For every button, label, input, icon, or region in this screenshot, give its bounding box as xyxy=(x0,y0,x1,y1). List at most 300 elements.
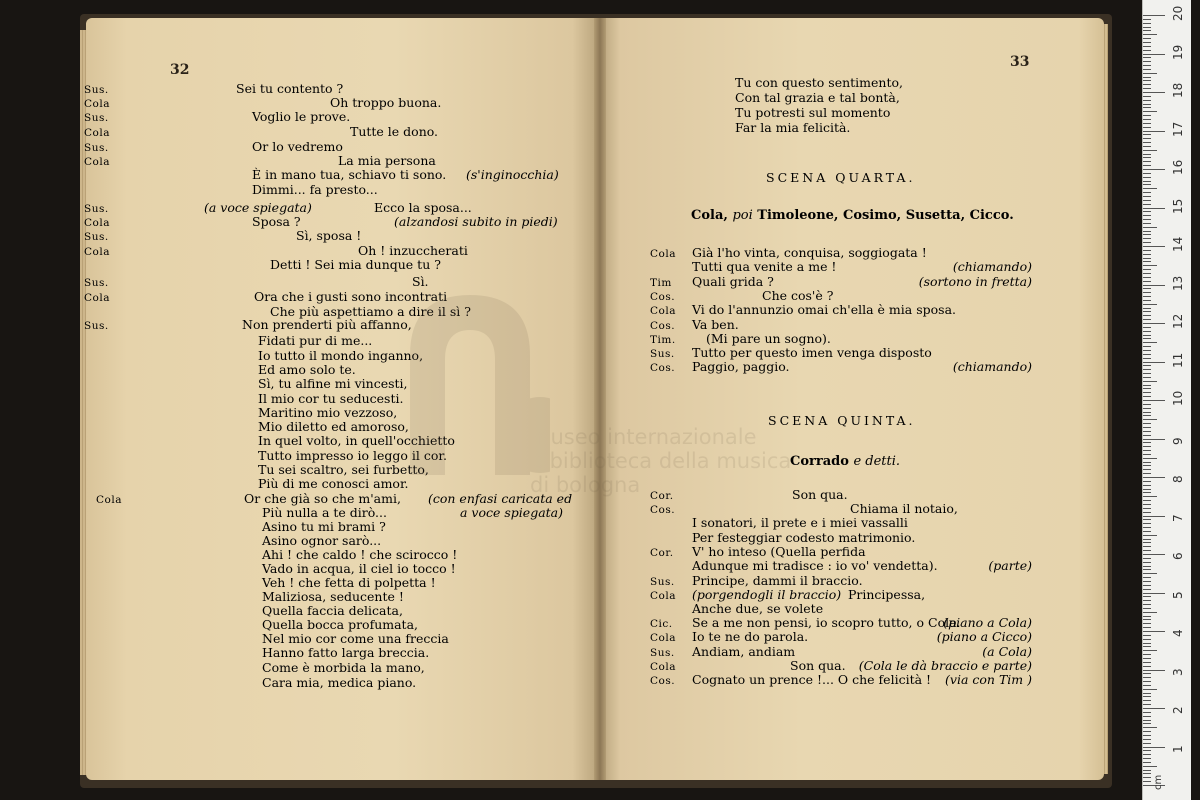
speaker-label: Cos. xyxy=(650,504,676,516)
ruler-tick xyxy=(1143,673,1151,674)
ruler-tick xyxy=(1143,181,1151,182)
ruler-tick xyxy=(1143,277,1151,278)
ruler-tick xyxy=(1143,458,1157,459)
speaker-label: Cola xyxy=(650,632,676,644)
ruler-tick xyxy=(1143,200,1151,201)
cast-connector: poi xyxy=(732,208,753,223)
ruler-tick xyxy=(1143,415,1151,416)
dialogue-line: Non prenderti più affanno, xyxy=(242,317,412,332)
speaker-label: Sus. xyxy=(84,112,109,124)
ruler-tick xyxy=(1143,423,1151,424)
ruler-tick xyxy=(1143,531,1151,532)
speaker-label: Cola xyxy=(84,127,110,139)
speaker-label: Sus. xyxy=(84,142,109,154)
dialogue-line: Sì, tu alfine mi vincesti, xyxy=(258,376,408,391)
measurement-ruler xyxy=(1142,0,1191,800)
dialogue-line: La mia persona xyxy=(338,153,436,168)
ruler-tick xyxy=(1143,527,1151,528)
ruler-tick xyxy=(1143,84,1151,85)
ruler-tick xyxy=(1143,454,1151,455)
dialogue-line: I sonatori, il prete e i miei vassalli xyxy=(692,515,908,530)
speaker-label: Cola xyxy=(96,494,122,506)
speaker-label: Cos. xyxy=(650,675,676,687)
ruler-tick xyxy=(1143,161,1151,162)
ruler-tick xyxy=(1143,593,1165,594)
verse-line: Far la mia felicità. xyxy=(735,120,851,135)
ruler-tick xyxy=(1143,577,1151,578)
ruler-tick xyxy=(1143,523,1151,524)
ruler-number: 6 xyxy=(1171,552,1185,560)
ruler-tick xyxy=(1143,138,1151,139)
dialogue-line: Tutto impresso io leggo il cor. xyxy=(258,448,447,463)
ruler-tick xyxy=(1143,373,1151,374)
ruler-number: 2 xyxy=(1171,706,1185,714)
speaker-label: Sus. xyxy=(84,203,109,215)
ruler-number: 8 xyxy=(1171,475,1185,483)
ruler-tick xyxy=(1143,362,1165,363)
ruler-tick xyxy=(1143,227,1157,228)
ruler-tick xyxy=(1143,23,1151,24)
dialogue-line: Sì, sposa ! xyxy=(296,228,362,243)
scene-heading: SCENA QUARTA. xyxy=(766,170,916,185)
ruler-tick xyxy=(1143,654,1151,655)
ruler-tick xyxy=(1143,192,1151,193)
ruler-tick xyxy=(1143,747,1165,748)
ruler-tick xyxy=(1143,735,1151,736)
dialogue-line: Asino tu mi brami ? xyxy=(262,519,386,534)
dialogue-line: Quali grida ? xyxy=(692,274,774,289)
ruler-tick xyxy=(1143,581,1151,582)
ruler-tick xyxy=(1143,585,1151,586)
ruler-tick xyxy=(1143,608,1151,609)
dialogue-line: Or che già so che m'ami, xyxy=(244,491,401,506)
ruler-tick xyxy=(1143,473,1151,474)
speaker-label: Sus. xyxy=(84,84,109,96)
ruler-tick xyxy=(1143,600,1151,601)
ruler-tick xyxy=(1143,723,1151,724)
ruler-tick xyxy=(1143,258,1151,259)
ruler-tick xyxy=(1143,704,1151,705)
stage-direction: (piano a Cola) xyxy=(943,615,1032,630)
ruler-number: 12 xyxy=(1171,313,1185,329)
ruler-tick xyxy=(1143,358,1151,359)
ruler-tick xyxy=(1143,685,1151,686)
ruler-tick xyxy=(1143,766,1157,767)
book-gutter xyxy=(594,18,606,780)
ruler-tick xyxy=(1143,323,1165,324)
dialogue-line: Vado in acqua, il ciel io tocco ! xyxy=(262,561,456,576)
dialogue-line: Son qua. xyxy=(790,658,846,673)
ruler-tick xyxy=(1143,396,1151,397)
ruler-tick xyxy=(1143,34,1157,35)
dialogue-line: Maritino mio vezzoso, xyxy=(258,405,398,420)
speaker-label: Cola xyxy=(84,246,110,258)
dialogue-line: Nel mio cor come una freccia xyxy=(262,631,449,646)
speaker-label: Sus. xyxy=(650,348,675,360)
speaker-label: Sus. xyxy=(650,576,675,588)
ruler-tick xyxy=(1143,546,1151,547)
ruler-tick xyxy=(1143,319,1151,320)
ruler-tick xyxy=(1143,150,1157,151)
dialogue-line: Ed amo solo te. xyxy=(258,362,356,377)
dialogue-line: Tutti qua venite a me ! xyxy=(692,259,837,274)
cast-name: Corrado xyxy=(790,454,849,469)
ruler-tick xyxy=(1143,173,1151,174)
speaker-label: Tim. xyxy=(650,334,676,346)
ruler-tick xyxy=(1143,612,1157,613)
dialogue-line: Io tutto il mondo inganno, xyxy=(258,348,424,363)
ruler-tick xyxy=(1143,639,1151,640)
speaker-label: Cos. xyxy=(650,320,676,332)
ruler-number: 4 xyxy=(1171,629,1185,637)
stage-direction: (a Cola) xyxy=(982,644,1032,659)
dialogue-line: Mio diletto ed amoroso, xyxy=(258,419,409,434)
speaker-label: Cic. xyxy=(650,618,673,630)
ruler-number: 18 xyxy=(1171,82,1185,98)
ruler-tick xyxy=(1143,61,1151,62)
ruler-tick xyxy=(1143,65,1151,66)
ruler-tick xyxy=(1143,477,1165,478)
ruler-tick xyxy=(1143,631,1165,632)
speaker-label: Tim xyxy=(650,277,672,289)
ruler-tick xyxy=(1143,500,1151,501)
ruler-tick xyxy=(1143,288,1151,289)
speaker-label: Cola xyxy=(650,590,676,602)
ruler-tick xyxy=(1143,223,1151,224)
dialogue-line: Se a me non pensi, io scopro tutto, o Cola. xyxy=(692,615,961,630)
dialogue-line: Dimmi... fa presto... xyxy=(252,182,378,197)
ruler-tick xyxy=(1143,184,1151,185)
ruler-tick xyxy=(1143,496,1157,497)
ruler-tick xyxy=(1143,481,1151,482)
ruler-tick xyxy=(1143,15,1165,16)
ruler-tick xyxy=(1143,781,1151,782)
speaker-label: Cola xyxy=(650,661,676,673)
ruler-tick xyxy=(1143,469,1151,470)
ruler-tick xyxy=(1143,754,1151,755)
cast-names: Timoleone, Cosimo, Susetta, Cicco. xyxy=(757,208,1014,223)
ruler-tick xyxy=(1143,589,1151,590)
ruler-tick xyxy=(1143,369,1151,370)
verse-line: Con tal grazia e tal bontà, xyxy=(735,90,900,105)
ruler-tick xyxy=(1143,88,1151,89)
ruler-tick xyxy=(1143,539,1151,540)
ruler-tick xyxy=(1143,512,1151,513)
speaker-label: Cos. xyxy=(650,362,676,374)
ruler-number: 14 xyxy=(1171,236,1185,252)
ruler-tick xyxy=(1143,623,1151,624)
ruler-tick xyxy=(1143,562,1151,563)
dialogue-line: Chiama il notaio, xyxy=(850,501,958,516)
dialogue-line: Son qua. xyxy=(792,487,848,502)
ruler-tick xyxy=(1143,435,1151,436)
ruler-tick xyxy=(1143,269,1151,270)
ruler-tick xyxy=(1143,215,1151,216)
speaker-label: Cor. xyxy=(650,490,674,502)
stage-direction: (porgendogli il braccio) xyxy=(692,587,842,602)
dialogue-line: Or lo vedremo xyxy=(252,139,343,154)
ruler-tick xyxy=(1143,354,1151,355)
ruler-tick xyxy=(1143,42,1151,43)
ruler-tick xyxy=(1143,304,1157,305)
ruler-tick xyxy=(1143,554,1165,555)
ruler-tick xyxy=(1143,750,1151,751)
stage-direction: (con enfasi caricata ed xyxy=(428,491,573,506)
dialogue-line: Veh ! che fetta di polpetta ! xyxy=(262,575,436,590)
ruler-tick xyxy=(1143,281,1151,282)
stage-direction: (s'inginocchia) xyxy=(466,167,559,182)
dialogue-line: Maliziosa, seducente ! xyxy=(262,589,404,604)
ruler-tick xyxy=(1143,169,1165,170)
ruler-tick xyxy=(1143,693,1151,694)
dialogue-line: Sei tu contento ? xyxy=(236,81,344,96)
ruler-number: 13 xyxy=(1171,275,1185,291)
dialogue-line: Sì. xyxy=(412,274,429,289)
ruler-tick xyxy=(1143,327,1151,328)
ruler-tick xyxy=(1143,643,1151,644)
ruler-tick xyxy=(1143,196,1151,197)
ruler-tick xyxy=(1143,38,1151,39)
ruler-tick xyxy=(1143,292,1151,293)
ruler-tick xyxy=(1143,616,1151,617)
ruler-number: 19 xyxy=(1171,44,1185,60)
ruler-tick xyxy=(1143,381,1157,382)
stage-direction: (alzandosi subito in piedi) xyxy=(394,214,558,229)
dialogue-line: Anche due, se volete xyxy=(692,601,824,616)
ruler-tick xyxy=(1143,558,1151,559)
dialogue-line: Adunque mi tradisce : io vo' vendetta). xyxy=(692,558,938,573)
speaker-label: Sus. xyxy=(84,320,109,332)
ruler-tick xyxy=(1143,92,1165,93)
dialogue-line: È in mano tua, schiavo ti sono. xyxy=(252,167,447,182)
dialogue-line: V' ho inteso (Quella perfida xyxy=(692,544,866,559)
ruler-tick xyxy=(1143,308,1151,309)
ruler-tick xyxy=(1143,177,1151,178)
dialogue-line: Vi do l'annunzio omai ch'ella è mia sposa. xyxy=(692,302,956,317)
ruler-tick xyxy=(1143,550,1151,551)
dialogue-line: Io te ne do parola. xyxy=(692,629,809,644)
ruler-tick xyxy=(1143,450,1151,451)
ruler-tick xyxy=(1143,157,1151,158)
ruler-tick xyxy=(1143,342,1157,343)
stage-direction: (a voce spiegata) xyxy=(204,200,312,215)
ruler-tick xyxy=(1143,50,1151,51)
ruler-tick xyxy=(1143,431,1151,432)
ruler-tick xyxy=(1143,54,1165,55)
ruler-tick xyxy=(1143,485,1151,486)
dialogue-line: Fidati pur di me... xyxy=(258,333,373,348)
ruler-number: 1 xyxy=(1171,744,1185,753)
ruler-tick xyxy=(1143,231,1151,232)
ruler-tick xyxy=(1143,27,1151,28)
ruler-tick xyxy=(1143,273,1151,274)
ruler-number: 15 xyxy=(1171,198,1185,214)
ruler-tick xyxy=(1143,331,1151,332)
page-number-right: 33 xyxy=(1010,54,1030,70)
ruler-tick xyxy=(1143,188,1157,189)
scene-heading: SCENA QUINTA. xyxy=(768,413,916,428)
ruler-tick xyxy=(1143,696,1151,697)
ruler-tick xyxy=(1143,489,1151,490)
ruler-tick xyxy=(1143,254,1151,255)
ruler-tick xyxy=(1143,385,1151,386)
ruler-tick xyxy=(1143,504,1151,505)
verse-line: Tu con questo sentimento, xyxy=(735,75,904,90)
dialogue-line: Più di me conosci amor. xyxy=(258,476,409,491)
ruler-tick xyxy=(1143,596,1151,597)
ruler-tick xyxy=(1143,720,1151,721)
dialogue-line: Ora che i gusti sono incontrati xyxy=(254,289,448,304)
ruler-tick xyxy=(1143,758,1151,759)
dialogue-line: Principessa, xyxy=(848,587,926,602)
ruler-tick xyxy=(1143,700,1151,701)
ruler-tick xyxy=(1143,80,1151,81)
speaker-label: Cor. xyxy=(650,547,674,559)
cast-connector: e detti. xyxy=(853,454,901,469)
ruler-tick xyxy=(1143,350,1151,351)
ruler-tick xyxy=(1143,246,1165,247)
dialogue-line: Hanno fatto larga breccia. xyxy=(262,645,430,660)
verse-line: Tu potresti sul momento xyxy=(735,105,891,120)
ruler-tick xyxy=(1143,77,1151,78)
ruler-tick xyxy=(1143,123,1151,124)
ruler-number: 11 xyxy=(1171,352,1185,368)
ruler-tick xyxy=(1143,335,1151,336)
ruler-tick xyxy=(1143,154,1151,155)
ruler-tick xyxy=(1143,300,1151,301)
speaker-label: Cola xyxy=(650,248,676,260)
dialogue-line: Andiam, andiam xyxy=(692,644,796,659)
ruler-tick xyxy=(1143,542,1151,543)
ruler-number: 9 xyxy=(1171,436,1185,445)
ruler-number: 17 xyxy=(1171,121,1185,137)
ruler-tick xyxy=(1143,670,1165,671)
dialogue-line: Detti ! Sei mia dunque tu ? xyxy=(270,257,441,272)
speaker-label: Cos. xyxy=(650,291,676,303)
ruler-tick xyxy=(1143,311,1151,312)
ruler-number: 16 xyxy=(1171,159,1185,175)
ruler-tick xyxy=(1143,261,1151,262)
ruler-tick xyxy=(1143,604,1151,605)
ruler-tick xyxy=(1143,439,1165,440)
ruler-tick xyxy=(1143,716,1151,717)
ruler-tick xyxy=(1143,296,1151,297)
ruler-tick xyxy=(1143,646,1151,647)
ruler-tick xyxy=(1143,134,1151,135)
cast-name: Cola, xyxy=(691,208,728,223)
ruler-tick xyxy=(1143,681,1151,682)
speaker-label: Sus. xyxy=(650,647,675,659)
speaker-label: Sus. xyxy=(84,231,109,243)
ruler-tick xyxy=(1143,650,1157,651)
dialogue-line: Il mio cor tu seducesti. xyxy=(258,391,404,406)
dialogue-line: Tutto per questo imen venga disposto xyxy=(692,345,932,360)
ruler-tick xyxy=(1143,412,1151,413)
dialogue-line: Principe, dammi il braccio. xyxy=(692,573,863,588)
ruler-tick xyxy=(1143,635,1151,636)
stage-direction: (via con Tim ) xyxy=(945,672,1032,687)
ruler-tick xyxy=(1143,427,1151,428)
ruler-tick xyxy=(1143,777,1151,778)
ruler-tick xyxy=(1143,30,1151,31)
ruler-tick xyxy=(1143,111,1157,112)
ruler-tick xyxy=(1143,408,1151,409)
ruler-tick xyxy=(1143,762,1151,763)
ruler-tick xyxy=(1143,727,1157,728)
ruler-tick xyxy=(1143,250,1151,251)
ruler-tick xyxy=(1143,46,1151,47)
dialogue-line: Paggio, paggio. xyxy=(692,359,790,374)
ruler-tick xyxy=(1143,492,1151,493)
stage-direction: (chiamando) xyxy=(952,359,1032,374)
ruler-tick xyxy=(1143,677,1151,678)
ruler-tick xyxy=(1143,377,1151,378)
speaker-label: Cola xyxy=(650,305,676,317)
dialogue-line: Per festeggiar codesto matrimonio. xyxy=(692,530,916,545)
speaker-label: Cola xyxy=(84,98,110,110)
ruler-tick xyxy=(1143,388,1151,389)
dialogue-line: Che più aspettiamo a dire il sì ? xyxy=(270,304,471,319)
ruler-tick xyxy=(1143,57,1151,58)
ruler-number: 5 xyxy=(1171,590,1185,599)
speaker-label: Cola xyxy=(84,156,110,168)
dialogue-line: Tutte le dono. xyxy=(350,124,439,139)
ruler-tick xyxy=(1143,146,1151,147)
scene-cast xyxy=(790,454,900,469)
ruler-tick xyxy=(1143,658,1151,659)
ruler-tick xyxy=(1143,573,1157,574)
ruler-tick xyxy=(1143,627,1151,628)
ruler-number: 7 xyxy=(1171,513,1185,522)
ruler-tick xyxy=(1143,142,1151,143)
stage-direction: (sortono in fretta) xyxy=(918,274,1032,289)
ruler-tick xyxy=(1143,219,1151,220)
ruler-unit: cm xyxy=(1153,774,1164,790)
ruler-tick xyxy=(1143,446,1151,447)
ruler-tick xyxy=(1143,731,1151,732)
ruler-tick xyxy=(1143,770,1151,771)
dialogue-line: Asino ognor sarò... xyxy=(262,533,382,548)
ruler-tick xyxy=(1143,516,1165,517)
ruler-tick xyxy=(1143,338,1151,339)
ruler-tick xyxy=(1143,204,1151,205)
stage-direction: a voce spiegata) xyxy=(460,505,564,520)
ruler-tick xyxy=(1143,462,1151,463)
ruler-tick xyxy=(1143,400,1165,401)
ruler-tick xyxy=(1143,508,1151,509)
page-number-left: 32 xyxy=(170,62,190,78)
ruler-tick xyxy=(1143,73,1157,74)
ruler-tick xyxy=(1143,465,1151,466)
ruler-tick xyxy=(1143,131,1165,132)
ruler-tick xyxy=(1143,666,1151,667)
ruler-tick xyxy=(1143,708,1165,709)
stage-direction: (chiamando) xyxy=(952,259,1032,274)
ruler-tick xyxy=(1143,346,1151,347)
ruler-tick xyxy=(1143,773,1151,774)
ruler-tick xyxy=(1143,285,1165,286)
dialogue-line: Va ben. xyxy=(692,317,739,332)
dialogue-line: In quel volto, in quell'occhietto xyxy=(258,433,455,448)
ruler-tick xyxy=(1143,619,1151,620)
ruler-tick xyxy=(1143,165,1151,166)
ruler-tick xyxy=(1143,743,1151,744)
speaker-label: Cola xyxy=(84,292,110,304)
ruler-tick xyxy=(1143,315,1151,316)
ruler-tick xyxy=(1143,208,1165,209)
dialogue-line: Voglio le prove. xyxy=(252,109,351,124)
dialogue-line: Tu sei scaltro, sei furbetto, xyxy=(258,462,429,477)
